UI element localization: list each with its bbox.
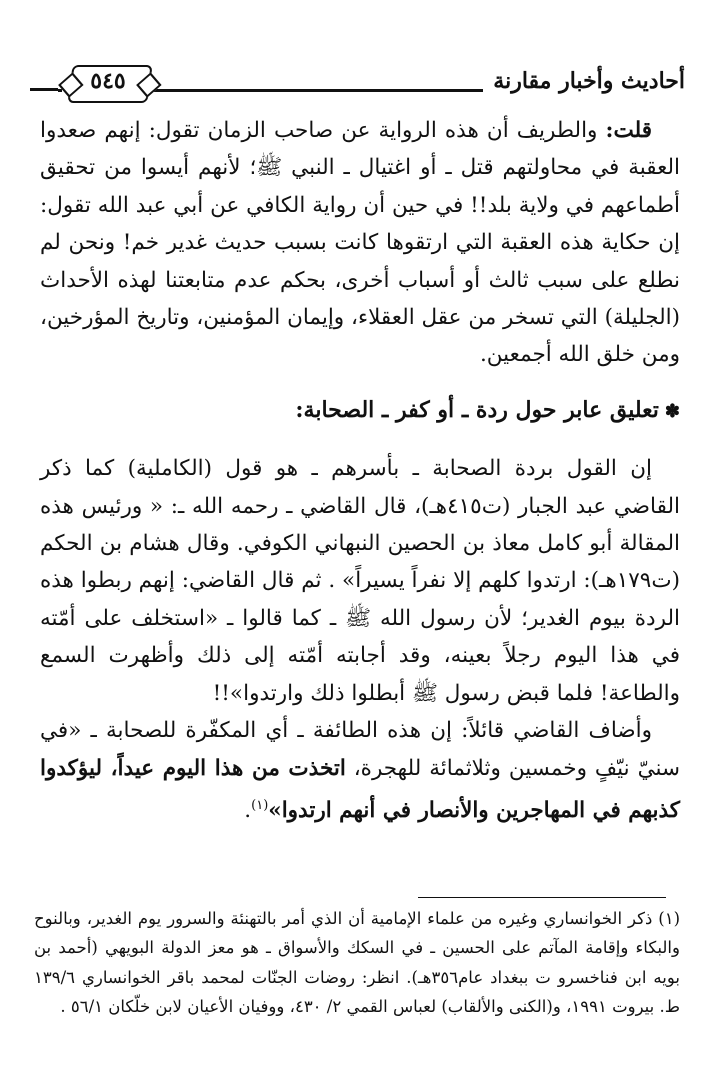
paragraph-2: إن القول بردة الصحابة ـ بأسرهم ـ هو قول (الكاملية) كما ذكر القاضي عبد الجبار (ت٤١٥هـ)، قال القاضي ـ رحمه الله ـ: « ورئيس هذه المقالة أبو كامل معاذ بن الحصين النبهاني الكوفي. وقال هشام بن الحكم (ت١٧٩هـ): ارتدوا كلهم إلا نفراً يسيراً» . ثم قال القاضي: إنهم ربطوا هذه الردة بيوم الغدير؛ لأن رسول الله ﷺ ـ كما قالوا ـ «استخلف على أمّته في هذا اليوم رجلاً بعينه، وقد أجابته أمّته إلى ذلك وأظهرت السمع والطاعة! فلما قبض رسول ﷺ أبطلوا ذلك وارتدوا»!! (40, 456, 680, 706)
running-title: أحاديث وأخبار مقارنة (483, 62, 685, 100)
paragraph-3-text: وأضاف القاضي قائلاً: إن هذه الطائفة ـ أي المكفّرة للصحابة ـ «في سنيّ نيّفٍ وخمسين وثلاثمائة للهجرة، (40, 718, 681, 781)
footnotes (34, 904, 680, 1022)
paragraph-3 (40, 712, 680, 829)
section-heading (40, 392, 680, 430)
page-number: ٥٤٥ (90, 68, 126, 94)
page-number-ornament (62, 62, 154, 104)
spacer (40, 438, 680, 450)
main-text (40, 112, 680, 829)
running-header (30, 62, 685, 102)
paragraph-3-end: . (244, 798, 252, 824)
spacer (40, 374, 680, 386)
footnote-ref-1[interactable]: (١) (251, 797, 269, 813)
star-icon: ✽ (664, 400, 680, 422)
paragraph-1-text: والطريف أن هذه الرواية عن صاحب الزمان تقول: إنهم صعدوا العقبة في محاولتهم قتل ـ أو اغتيال ـ النبي ﷺ؛ لأنهم أيسوا من تحقيق أطماعهم في ولاية بلد!! في حين أن رواية الكافي عن أبي عبد الله تقول: إن حكاية هذه العقبة التي ارتقوها كانت بسبب حديث غدير خم! ونحن لم نطلع على سبب ثالث أو أسباب أخرى، بحكم عدم متابعتنا لهذه الأحداث (الجليلة) التي تسخر من عقل العقلاء، وإيمان المؤمنين، وتاريخ المؤرخين، ومن خلق الله أجمعين. (40, 118, 680, 368)
section-heading-text: تعليق عابر حول ردة ـ أو كفر ـ الصحابة: (295, 396, 659, 423)
header-left-dash (30, 76, 58, 102)
footnote-1: (١) ذكر الخوانساري وغيره من علماء الإمامية أن الذي أمر بالتهنئة والسرور يوم الغدير، وبالنوح والبكاء وإقامة المآتم على الحسين ـ في السكك والأسواق ـ هو معز الدولة البويهي (أحمد بن بويه ابن فناخسرو ت ببغداد عام٣٥٦هـ). انظر: روضات الجنّات لمحمد باقر الخوانساري ١٣٩/٦ ط. بيروت ١٩٩١، و(الكنى والألقاب) لعباس القمي ٢/ ٤٣٠، ووفيان الأعيان لابن خلّكان ٥٦/١ . (34, 909, 680, 1017)
paragraph-1-lead: قلت: (605, 118, 652, 143)
paragraph-1 (40, 112, 680, 374)
footnote-separator (418, 897, 666, 898)
paragraph-3-bold: اتخذت من هذا اليوم عيداً، ليؤكدوا كذبهم في المهاجرين والأنصار في أنهم ارتدوا» (40, 755, 680, 824)
